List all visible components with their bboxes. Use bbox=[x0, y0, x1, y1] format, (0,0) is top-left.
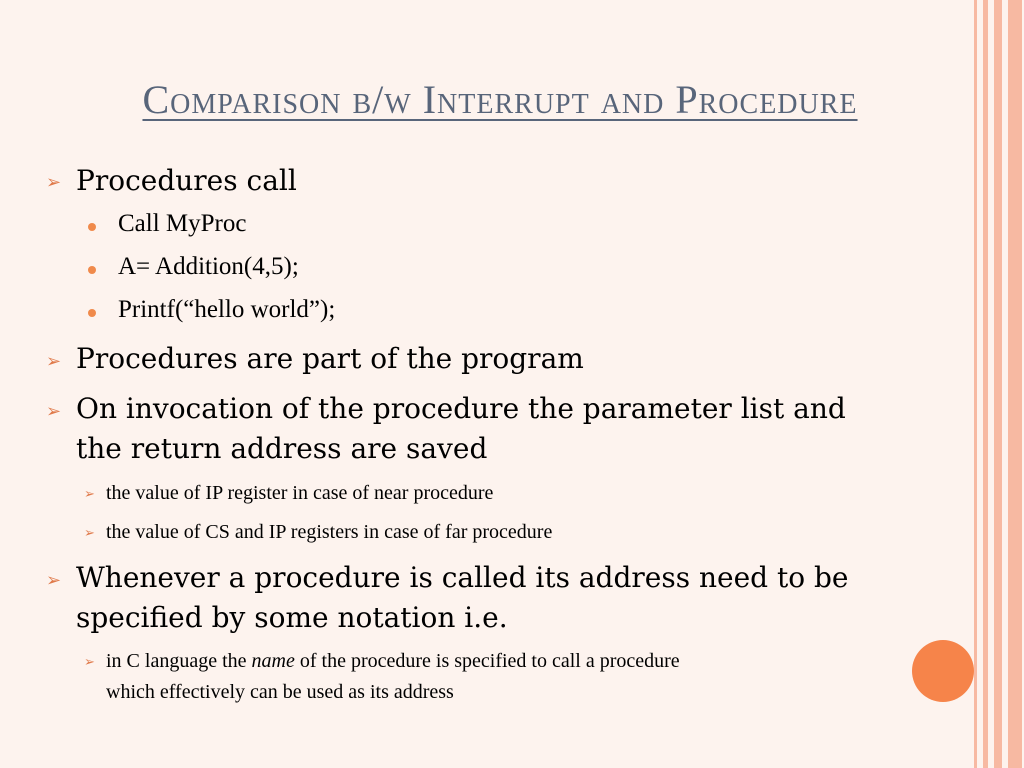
bullet-invocation-line2: the return address are saved bbox=[76, 432, 488, 465]
bullet-procedures-call: Procedures call bbox=[76, 164, 297, 197]
sub-bullet: Call MyProc bbox=[118, 210, 247, 237]
sub-bullet-c-language bbox=[106, 650, 680, 673]
slide-title: Comparison b/w Interrupt and Procedure bbox=[142, 77, 858, 122]
sub-bullet: Printf(“hello world”); bbox=[118, 296, 336, 323]
arrow-bullet-icon: ➢ bbox=[84, 655, 95, 670]
sub-bullet-text-post: of the procedure is specified to call a procedure bbox=[294, 650, 680, 672]
sub-bullet: the value of CS and IP registers in case of far procedure bbox=[106, 521, 553, 543]
bullet-address-line1: Whenever a procedure is called its address need to be bbox=[76, 561, 849, 594]
sub-bullet: the value of IP register in case of near procedure bbox=[106, 482, 494, 504]
arrow-bullet-icon: ➢ bbox=[46, 172, 62, 193]
arrow-bullet-icon: ➢ bbox=[46, 401, 62, 422]
dot-bullet-icon bbox=[88, 309, 96, 317]
dot-bullet-icon bbox=[88, 223, 96, 231]
arrow-bullet-icon: ➢ bbox=[84, 526, 95, 541]
arrow-bullet-icon: ➢ bbox=[84, 487, 95, 502]
sub-bullet-text-pre: in C language the bbox=[106, 650, 252, 672]
bullet-address-line2: specified by some notation i.e. bbox=[76, 601, 508, 634]
arrow-bullet-icon: ➢ bbox=[46, 351, 62, 372]
decorative-circle bbox=[912, 640, 974, 702]
bullet-part-of-program: Procedures are part of the program bbox=[76, 342, 584, 375]
emphasis-name: name bbox=[251, 650, 295, 672]
dot-bullet-icon bbox=[88, 266, 96, 274]
arrow-bullet-icon: ➢ bbox=[46, 570, 62, 591]
sub-bullet-c-language-line2: which effectively can be used as its address bbox=[106, 681, 454, 703]
bullet-invocation-line1: On invocation of the procedure the parameter list and bbox=[76, 392, 846, 425]
sub-bullet: A= Addition(4,5); bbox=[118, 253, 299, 280]
